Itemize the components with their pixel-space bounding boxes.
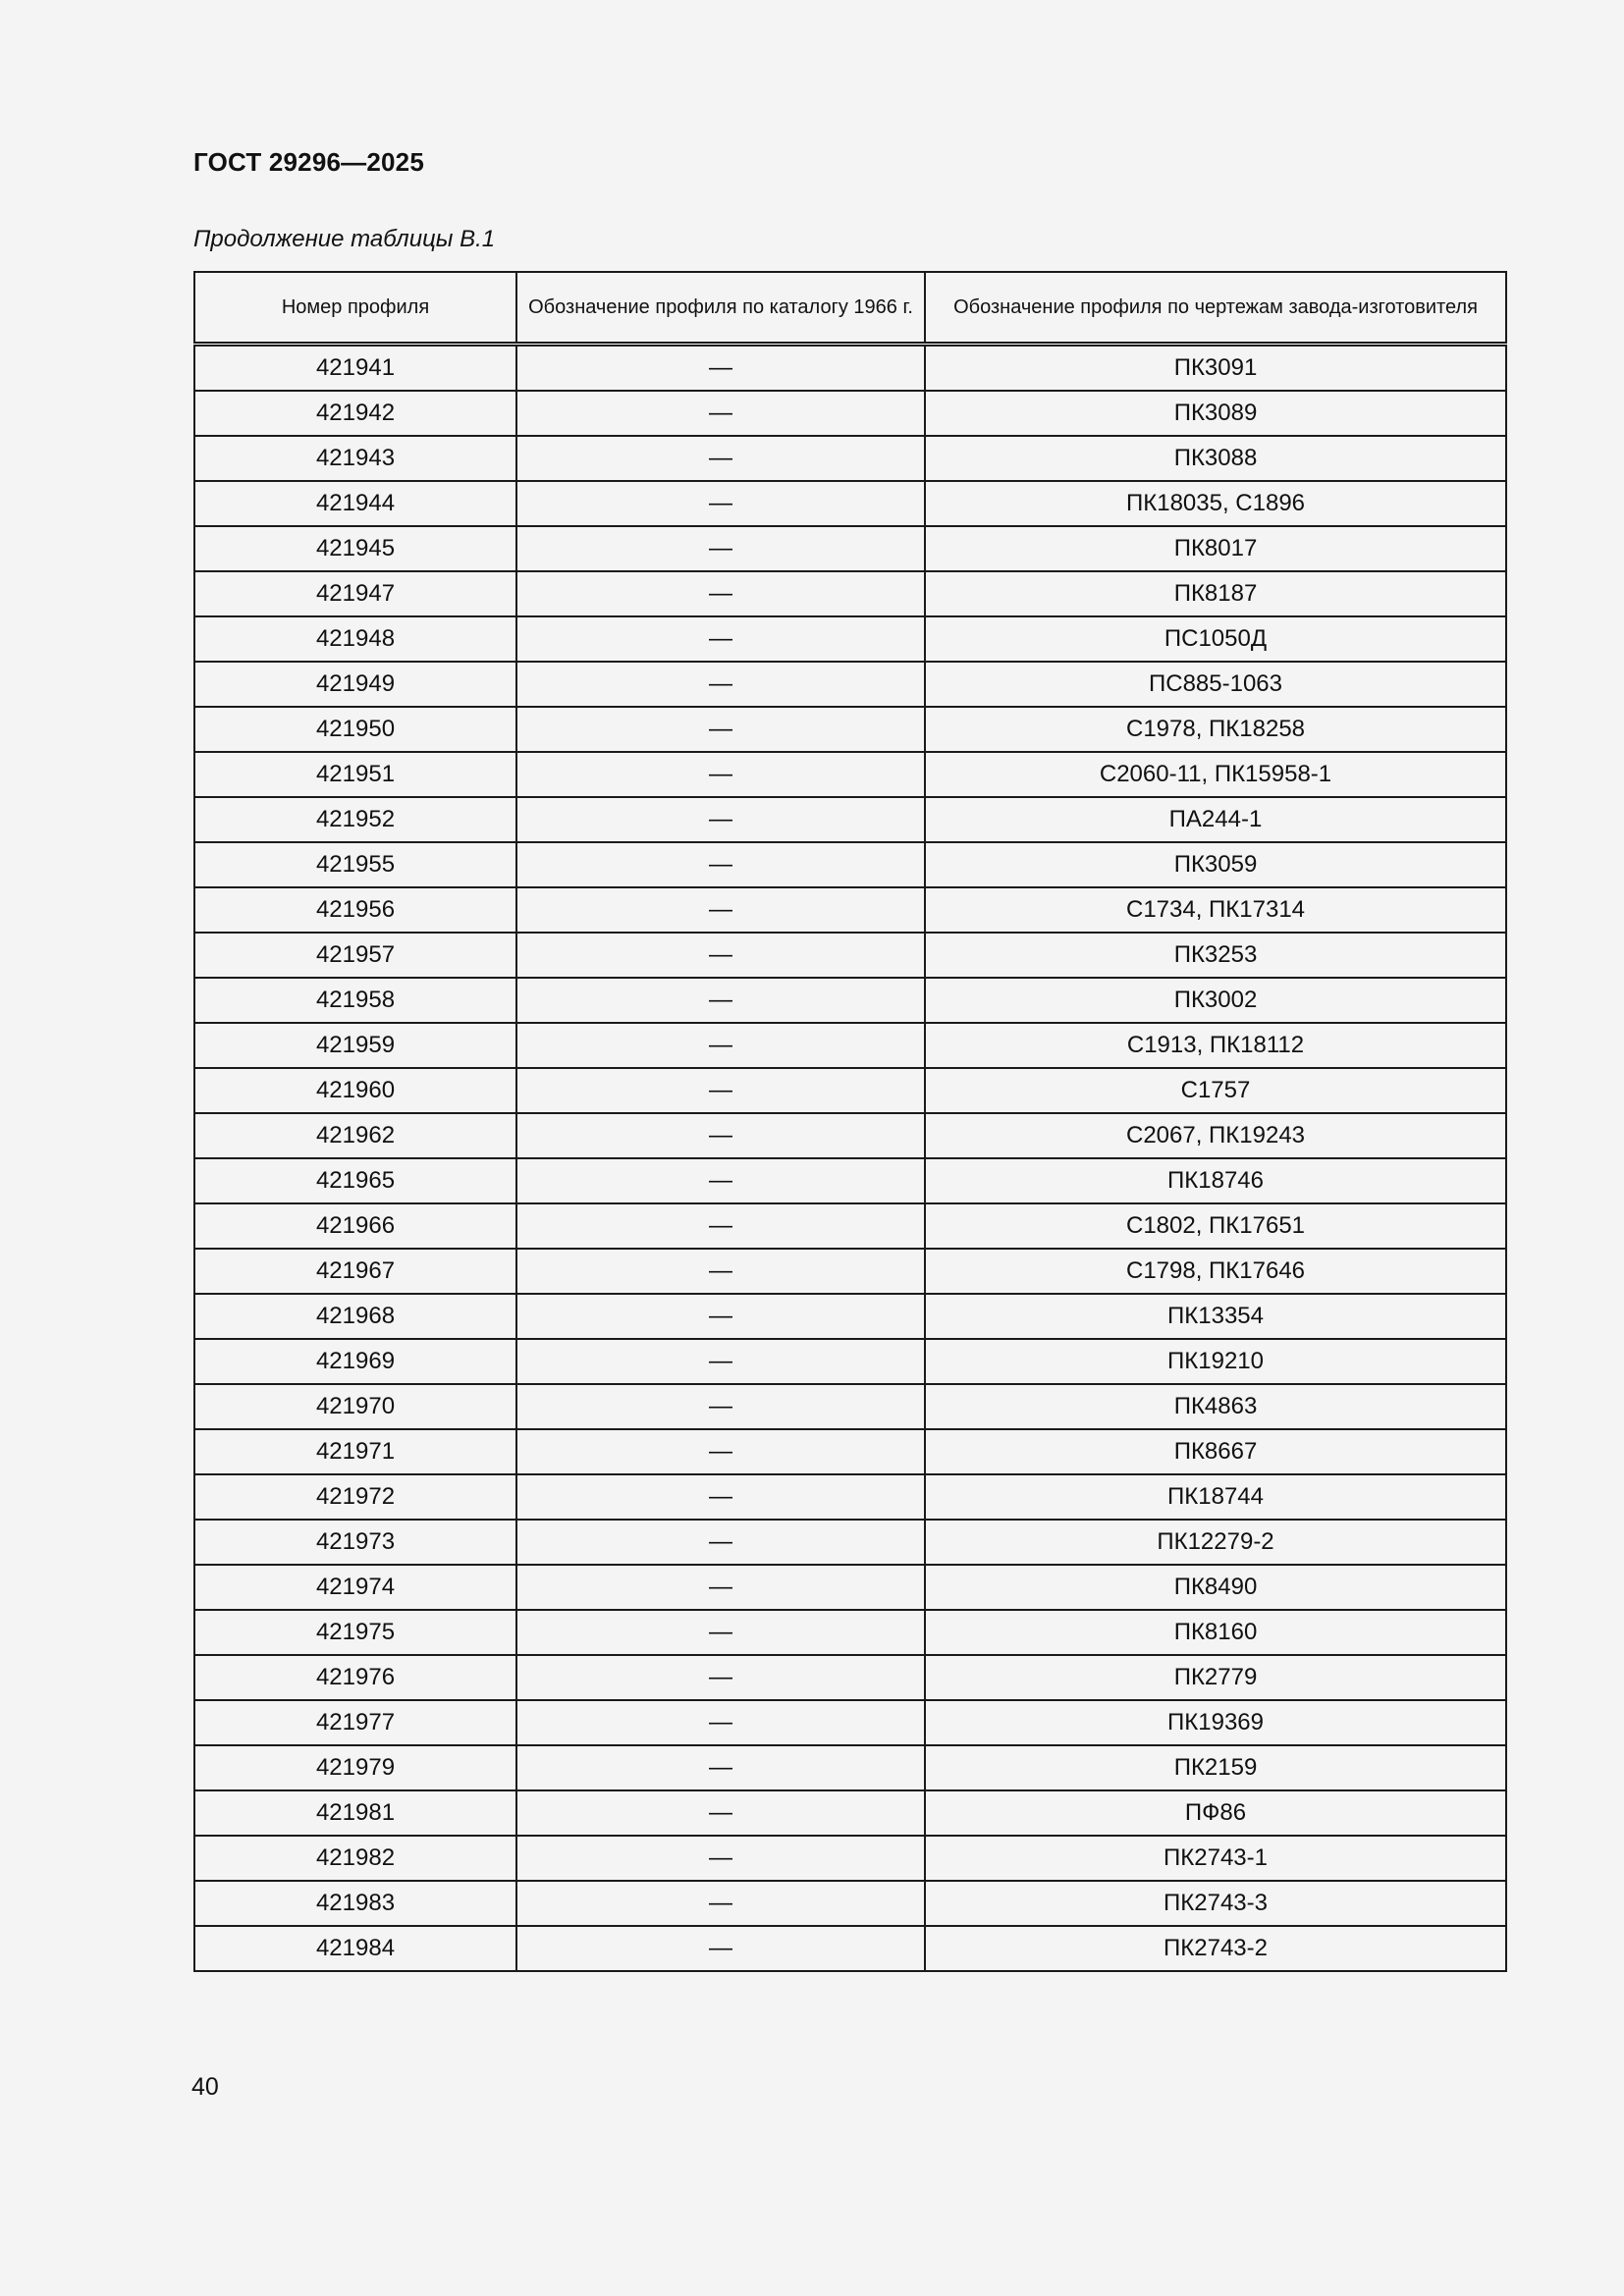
cell-plant-designation: ПК3059 xyxy=(925,842,1506,887)
cell-profile-number: 421975 xyxy=(194,1610,516,1655)
table-row xyxy=(194,1429,1506,1474)
cell-plant-designation: ПК2743-2 xyxy=(925,1926,1506,1971)
cell-profile-number: 421947 xyxy=(194,571,516,616)
cell-plant-designation: ПК3088 xyxy=(925,436,1506,481)
cell-profile-number: 421959 xyxy=(194,1023,516,1068)
cell-plant-designation: С1978, ПК18258 xyxy=(925,707,1506,752)
cell-profile-number: 421956 xyxy=(194,887,516,933)
cell-catalog-1966: — xyxy=(516,1836,925,1881)
cell-plant-designation: ПК2779 xyxy=(925,1655,1506,1700)
table-row xyxy=(194,1610,1506,1655)
table-row xyxy=(194,571,1506,616)
table-row xyxy=(194,662,1506,707)
cell-plant-designation: ПС1050Д xyxy=(925,616,1506,662)
cell-plant-designation: С1734, ПК17314 xyxy=(925,887,1506,933)
cell-catalog-1966: — xyxy=(516,571,925,616)
cell-plant-designation: ПК8017 xyxy=(925,526,1506,571)
cell-catalog-1966: — xyxy=(516,933,925,978)
table-row xyxy=(194,1249,1506,1294)
table-row xyxy=(194,707,1506,752)
cell-plant-designation: ПК18746 xyxy=(925,1158,1506,1203)
cell-plant-designation: ПК12279-2 xyxy=(925,1520,1506,1565)
table-row xyxy=(194,1158,1506,1203)
cell-profile-number: 421971 xyxy=(194,1429,516,1474)
cell-catalog-1966: — xyxy=(516,1565,925,1610)
cell-catalog-1966: — xyxy=(516,1158,925,1203)
cell-catalog-1966: — xyxy=(516,616,925,662)
cell-plant-designation: ПК8160 xyxy=(925,1610,1506,1655)
cell-plant-designation: ПФ86 xyxy=(925,1790,1506,1836)
cell-catalog-1966: — xyxy=(516,662,925,707)
cell-catalog-1966: — xyxy=(516,1655,925,1700)
table-row xyxy=(194,887,1506,933)
cell-catalog-1966: — xyxy=(516,1203,925,1249)
cell-profile-number: 421958 xyxy=(194,978,516,1023)
cell-profile-number: 421967 xyxy=(194,1249,516,1294)
cell-plant-designation: ПК2159 xyxy=(925,1745,1506,1790)
cell-catalog-1966: — xyxy=(516,1384,925,1429)
cell-catalog-1966: — xyxy=(516,887,925,933)
cell-catalog-1966: — xyxy=(516,1294,925,1339)
cell-profile-number: 421976 xyxy=(194,1655,516,1700)
table-row xyxy=(194,1023,1506,1068)
cell-profile-number: 421966 xyxy=(194,1203,516,1249)
cell-plant-designation: ПК18744 xyxy=(925,1474,1506,1520)
cell-plant-designation: С1802, ПК17651 xyxy=(925,1203,1506,1249)
cell-profile-number: 421981 xyxy=(194,1790,516,1836)
table-row xyxy=(194,345,1506,392)
table-row xyxy=(194,1926,1506,1971)
cell-catalog-1966: — xyxy=(516,1610,925,1655)
cell-catalog-1966: — xyxy=(516,391,925,436)
cell-profile-number: 421943 xyxy=(194,436,516,481)
cell-catalog-1966: — xyxy=(516,1474,925,1520)
cell-catalog-1966: — xyxy=(516,1790,925,1836)
cell-plant-designation: С1798, ПК17646 xyxy=(925,1249,1506,1294)
table-row xyxy=(194,391,1506,436)
cell-profile-number: 421968 xyxy=(194,1294,516,1339)
cell-catalog-1966: — xyxy=(516,1926,925,1971)
cell-profile-number: 421983 xyxy=(194,1881,516,1926)
table-header xyxy=(194,272,1506,345)
table-header-row xyxy=(194,272,1506,345)
table-row xyxy=(194,1113,1506,1158)
cell-catalog-1966: — xyxy=(516,1023,925,1068)
cell-plant-designation: ПК2743-1 xyxy=(925,1836,1506,1881)
table-row xyxy=(194,1068,1506,1113)
cell-profile-number: 421948 xyxy=(194,616,516,662)
cell-plant-designation: ПК3253 xyxy=(925,933,1506,978)
cell-catalog-1966: — xyxy=(516,1068,925,1113)
cell-catalog-1966: — xyxy=(516,707,925,752)
table-row xyxy=(194,1565,1506,1610)
cell-profile-number: 421955 xyxy=(194,842,516,887)
table-row xyxy=(194,1790,1506,1836)
table-row xyxy=(194,1881,1506,1926)
column-header-plant-drawings: Обозначение профиля по чертежам завода-изготовителя xyxy=(925,272,1506,345)
cell-catalog-1966: — xyxy=(516,752,925,797)
cell-catalog-1966: — xyxy=(516,1745,925,1790)
cell-plant-designation: ПК19210 xyxy=(925,1339,1506,1384)
cell-profile-number: 421941 xyxy=(194,345,516,392)
table-row xyxy=(194,1294,1506,1339)
cell-profile-number: 421957 xyxy=(194,933,516,978)
cell-profile-number: 421960 xyxy=(194,1068,516,1113)
cell-catalog-1966: — xyxy=(516,1113,925,1158)
table-row xyxy=(194,526,1506,571)
cell-profile-number: 421982 xyxy=(194,1836,516,1881)
cell-profile-number: 421979 xyxy=(194,1745,516,1790)
cell-plant-designation: ПК8490 xyxy=(925,1565,1506,1610)
cell-catalog-1966: — xyxy=(516,526,925,571)
cell-profile-number: 421965 xyxy=(194,1158,516,1203)
cell-profile-number: 421952 xyxy=(194,797,516,842)
cell-profile-number: 421942 xyxy=(194,391,516,436)
table-row xyxy=(194,1745,1506,1790)
table-row xyxy=(194,481,1506,526)
table-row xyxy=(194,1700,1506,1745)
table-row xyxy=(194,1520,1506,1565)
cell-plant-designation: С1913, ПК18112 xyxy=(925,1023,1506,1068)
table-body xyxy=(194,345,1506,1972)
cell-catalog-1966: — xyxy=(516,1881,925,1926)
cell-profile-number: 421962 xyxy=(194,1113,516,1158)
cell-catalog-1966: — xyxy=(516,1339,925,1384)
table-row xyxy=(194,1339,1506,1384)
cell-plant-designation: ПК4863 xyxy=(925,1384,1506,1429)
profiles-table xyxy=(193,271,1507,1972)
cell-plant-designation: С2067, ПК19243 xyxy=(925,1113,1506,1158)
table-row xyxy=(194,978,1506,1023)
cell-profile-number: 421977 xyxy=(194,1700,516,1745)
cell-plant-designation: ПК18035, С1896 xyxy=(925,481,1506,526)
cell-plant-designation: ПК8667 xyxy=(925,1429,1506,1474)
cell-profile-number: 421951 xyxy=(194,752,516,797)
cell-catalog-1966: — xyxy=(516,1520,925,1565)
cell-catalog-1966: — xyxy=(516,345,925,392)
cell-profile-number: 421949 xyxy=(194,662,516,707)
cell-plant-designation: ПС885-1063 xyxy=(925,662,1506,707)
cell-catalog-1966: — xyxy=(516,797,925,842)
document-header: ГОСТ 29296—2025 xyxy=(193,147,424,177)
cell-catalog-1966: — xyxy=(516,1249,925,1294)
table-row xyxy=(194,1203,1506,1249)
table-row xyxy=(194,752,1506,797)
cell-plant-designation: ПК13354 xyxy=(925,1294,1506,1339)
cell-profile-number: 421984 xyxy=(194,1926,516,1971)
table-caption: Продолжение таблицы В.1 xyxy=(193,226,496,252)
cell-plant-designation: ПА244-1 xyxy=(925,797,1506,842)
cell-plant-designation: ПК3091 xyxy=(925,345,1506,392)
cell-plant-designation: С2060-11, ПК15958-1 xyxy=(925,752,1506,797)
cell-profile-number: 421944 xyxy=(194,481,516,526)
cell-profile-number: 421969 xyxy=(194,1339,516,1384)
table-row xyxy=(194,933,1506,978)
table-row xyxy=(194,1836,1506,1881)
cell-catalog-1966: — xyxy=(516,436,925,481)
cell-profile-number: 421974 xyxy=(194,1565,516,1610)
cell-plant-designation: ПК8187 xyxy=(925,571,1506,616)
cell-catalog-1966: — xyxy=(516,1429,925,1474)
cell-plant-designation: С1757 xyxy=(925,1068,1506,1113)
cell-catalog-1966: — xyxy=(516,842,925,887)
table-row xyxy=(194,797,1506,842)
cell-plant-designation: ПК2743-3 xyxy=(925,1881,1506,1926)
cell-profile-number: 421970 xyxy=(194,1384,516,1429)
cell-plant-designation: ПК3089 xyxy=(925,391,1506,436)
table-row xyxy=(194,616,1506,662)
cell-profile-number: 421950 xyxy=(194,707,516,752)
table-row xyxy=(194,1474,1506,1520)
cell-catalog-1966: — xyxy=(516,1700,925,1745)
page-number: 40 xyxy=(191,2073,219,2101)
cell-profile-number: 421973 xyxy=(194,1520,516,1565)
table-row xyxy=(194,1384,1506,1429)
table-row xyxy=(194,1655,1506,1700)
cell-catalog-1966: — xyxy=(516,978,925,1023)
cell-plant-designation: ПК3002 xyxy=(925,978,1506,1023)
column-header-catalog-1966: Обозначение профиля по каталогу 1966 г. xyxy=(516,272,925,345)
cell-profile-number: 421972 xyxy=(194,1474,516,1520)
table-row xyxy=(194,436,1506,481)
table-row xyxy=(194,842,1506,887)
cell-catalog-1966: — xyxy=(516,481,925,526)
cell-plant-designation: ПК19369 xyxy=(925,1700,1506,1745)
column-header-profile-number: Номер профиля xyxy=(194,272,516,345)
cell-profile-number: 421945 xyxy=(194,526,516,571)
